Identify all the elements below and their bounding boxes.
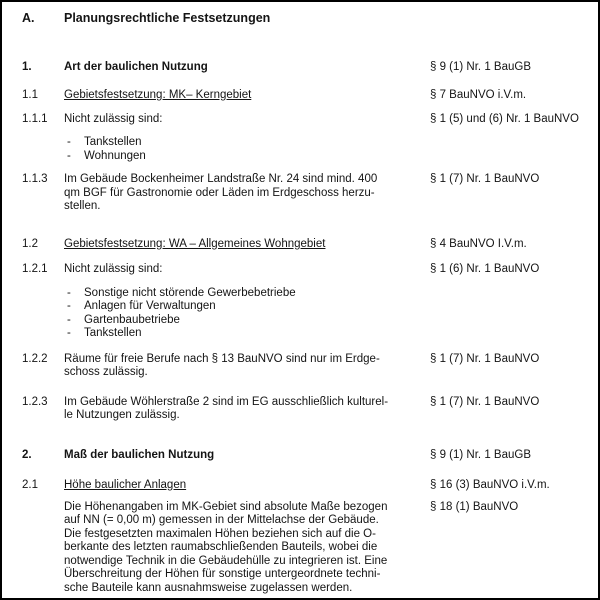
bullet-dash: - (67, 286, 71, 299)
list-item (64, 150, 430, 164)
section-1-row (22, 61, 592, 75)
list-item-text: Tankstellen (84, 136, 142, 148)
section-2-1-paragraph-row (22, 501, 592, 596)
section-1-2-1-legal-ref: § 1 (6) Nr. 1 BauNVO (430, 263, 540, 275)
section-1-2-1-bullet-list (22, 287, 592, 341)
section-1-2-2-legal-ref: § 1 (7) Nr. 1 BauNVO (430, 352, 540, 365)
section-1-2-3-number: 1.2.3 (22, 395, 48, 408)
section-1-2-2-row (22, 353, 592, 380)
section-1-2-title: Gebietsfestsetzung: WA – Allgemeines Wohngebiet (64, 237, 326, 250)
section-2-1-number: 2.1 (22, 479, 38, 491)
bullet-dash: - (67, 136, 71, 148)
section-1-2-1-number: 1.2.1 (22, 263, 48, 275)
list-item-text: Wohnungen (84, 149, 146, 162)
section-1-1-3-number: 1.1.3 (22, 173, 48, 185)
section-1-2-3-row (22, 396, 592, 423)
list-item-text: Sonstige nicht störende Gewerbebetriebe (84, 286, 296, 299)
section-1-2-3-text: Im Gebäude Wöhlerstraße 2 sind im EG ausschließlich kulturel- le Nutzungen zulässig. (64, 395, 389, 421)
doc-title: Planungsrechtliche Festsetzungen (64, 11, 271, 25)
list-item (64, 327, 430, 341)
section-1-1-1-bullet-list (22, 136, 592, 163)
section-2-1-title: Höhe baulicher Anlagen (64, 479, 187, 491)
section-1-1-1-row (22, 113, 592, 127)
section-1-1-3-row (22, 173, 592, 214)
list-item (64, 287, 430, 301)
section-1-1-row (22, 89, 592, 103)
section-1-2-legal-ref: § 4 BauNVO I.V.m. (430, 237, 527, 250)
section-1-1-title: Gebietsfestsetzung: MK– Kerngebiet (64, 89, 252, 101)
list-item-text: Anlagen für Verwaltungen (84, 300, 216, 312)
section-1-legal-ref: § 9 (1) Nr. 1 BauGB (430, 60, 531, 73)
section-2-1-legal-ref-2: § 18 (1) BauNVO (430, 500, 519, 513)
section-1-2-2-number: 1.2.2 (22, 352, 48, 365)
section-1-2-2-text: Räume für freie Berufe nach § 13 BauNVO sind nur im Erdge- schoss zulässig. (64, 352, 380, 378)
section-2-title: Maß der baulichen Nutzung (64, 448, 215, 461)
list-item (64, 300, 430, 314)
section-1-1-1-legal-ref: § 1 (5) und (6) Nr. 1 BauNVO (430, 112, 579, 125)
section-1-number: 1. (22, 60, 32, 73)
list-item-text: Gartenbaubetriebe (84, 313, 180, 326)
section-1-2-1-row (22, 263, 592, 277)
section-1-1-1-number: 1.1.1 (22, 112, 48, 125)
section-1-2-3-legal-ref: § 1 (7) Nr. 1 BauNVO (430, 395, 540, 408)
bullet-dash: - (67, 313, 71, 326)
section-1-2-1-text: Nicht zulässig sind: (64, 263, 163, 275)
section-1-2-number: 1.2 (22, 237, 38, 250)
section-1-2-row (22, 238, 592, 252)
doc-title-number: A. (22, 11, 35, 25)
section-2-1-paragraph: Die Höhenangaben im MK-Gebiet sind absolute Maße bezogen auf NN (= 0,00 m) gemessen in der Mittelachse der Gebäude. Die festgesetzten maximalen Höhen beziehen sich auf die O- berkante des letzten raumabschließenden Bauteils, wobei die notwendige Technik in die Gebäudehülle zu integrieren ist. Eine Überschreitung der Höhen für sonstige untergeordnete techni- sche Bauteile kann ausnahmsweise zugelassen werden. (64, 500, 388, 594)
section-1-1-1-text: Nicht zulässig sind: (64, 112, 163, 125)
section-2-number: 2. (22, 448, 32, 461)
doc-title-row (22, 12, 592, 26)
section-2-1-legal-ref: § 16 (3) BauNVO i.V.m. (430, 479, 550, 491)
section-1-title: Art der baulichen Nutzung (64, 60, 208, 73)
section-2-legal-ref: § 9 (1) Nr. 1 BauGB (430, 448, 531, 461)
section-1-1-3-text: Im Gebäude Bockenheimer Landstraße Nr. 24 sind mind. 400 qm BGF für Gastronomie oder Läden im Erdgeschoss herzu- stellen. (64, 173, 378, 212)
bullet-dash: - (67, 149, 71, 162)
list-item-text: Tankstellen (84, 327, 142, 339)
section-2-1-row (22, 479, 592, 493)
list-item (64, 314, 430, 328)
list-item (64, 136, 430, 150)
section-1-1-3-legal-ref: § 1 (7) Nr. 1 BauNVO (430, 173, 540, 185)
bullet-dash: - (67, 327, 71, 339)
section-1-1-legal-ref: § 7 BauNVO i.V.m. (430, 89, 527, 101)
section-2-row (22, 449, 592, 463)
section-1-1-number: 1.1 (22, 89, 38, 101)
bullet-dash: - (67, 300, 71, 312)
